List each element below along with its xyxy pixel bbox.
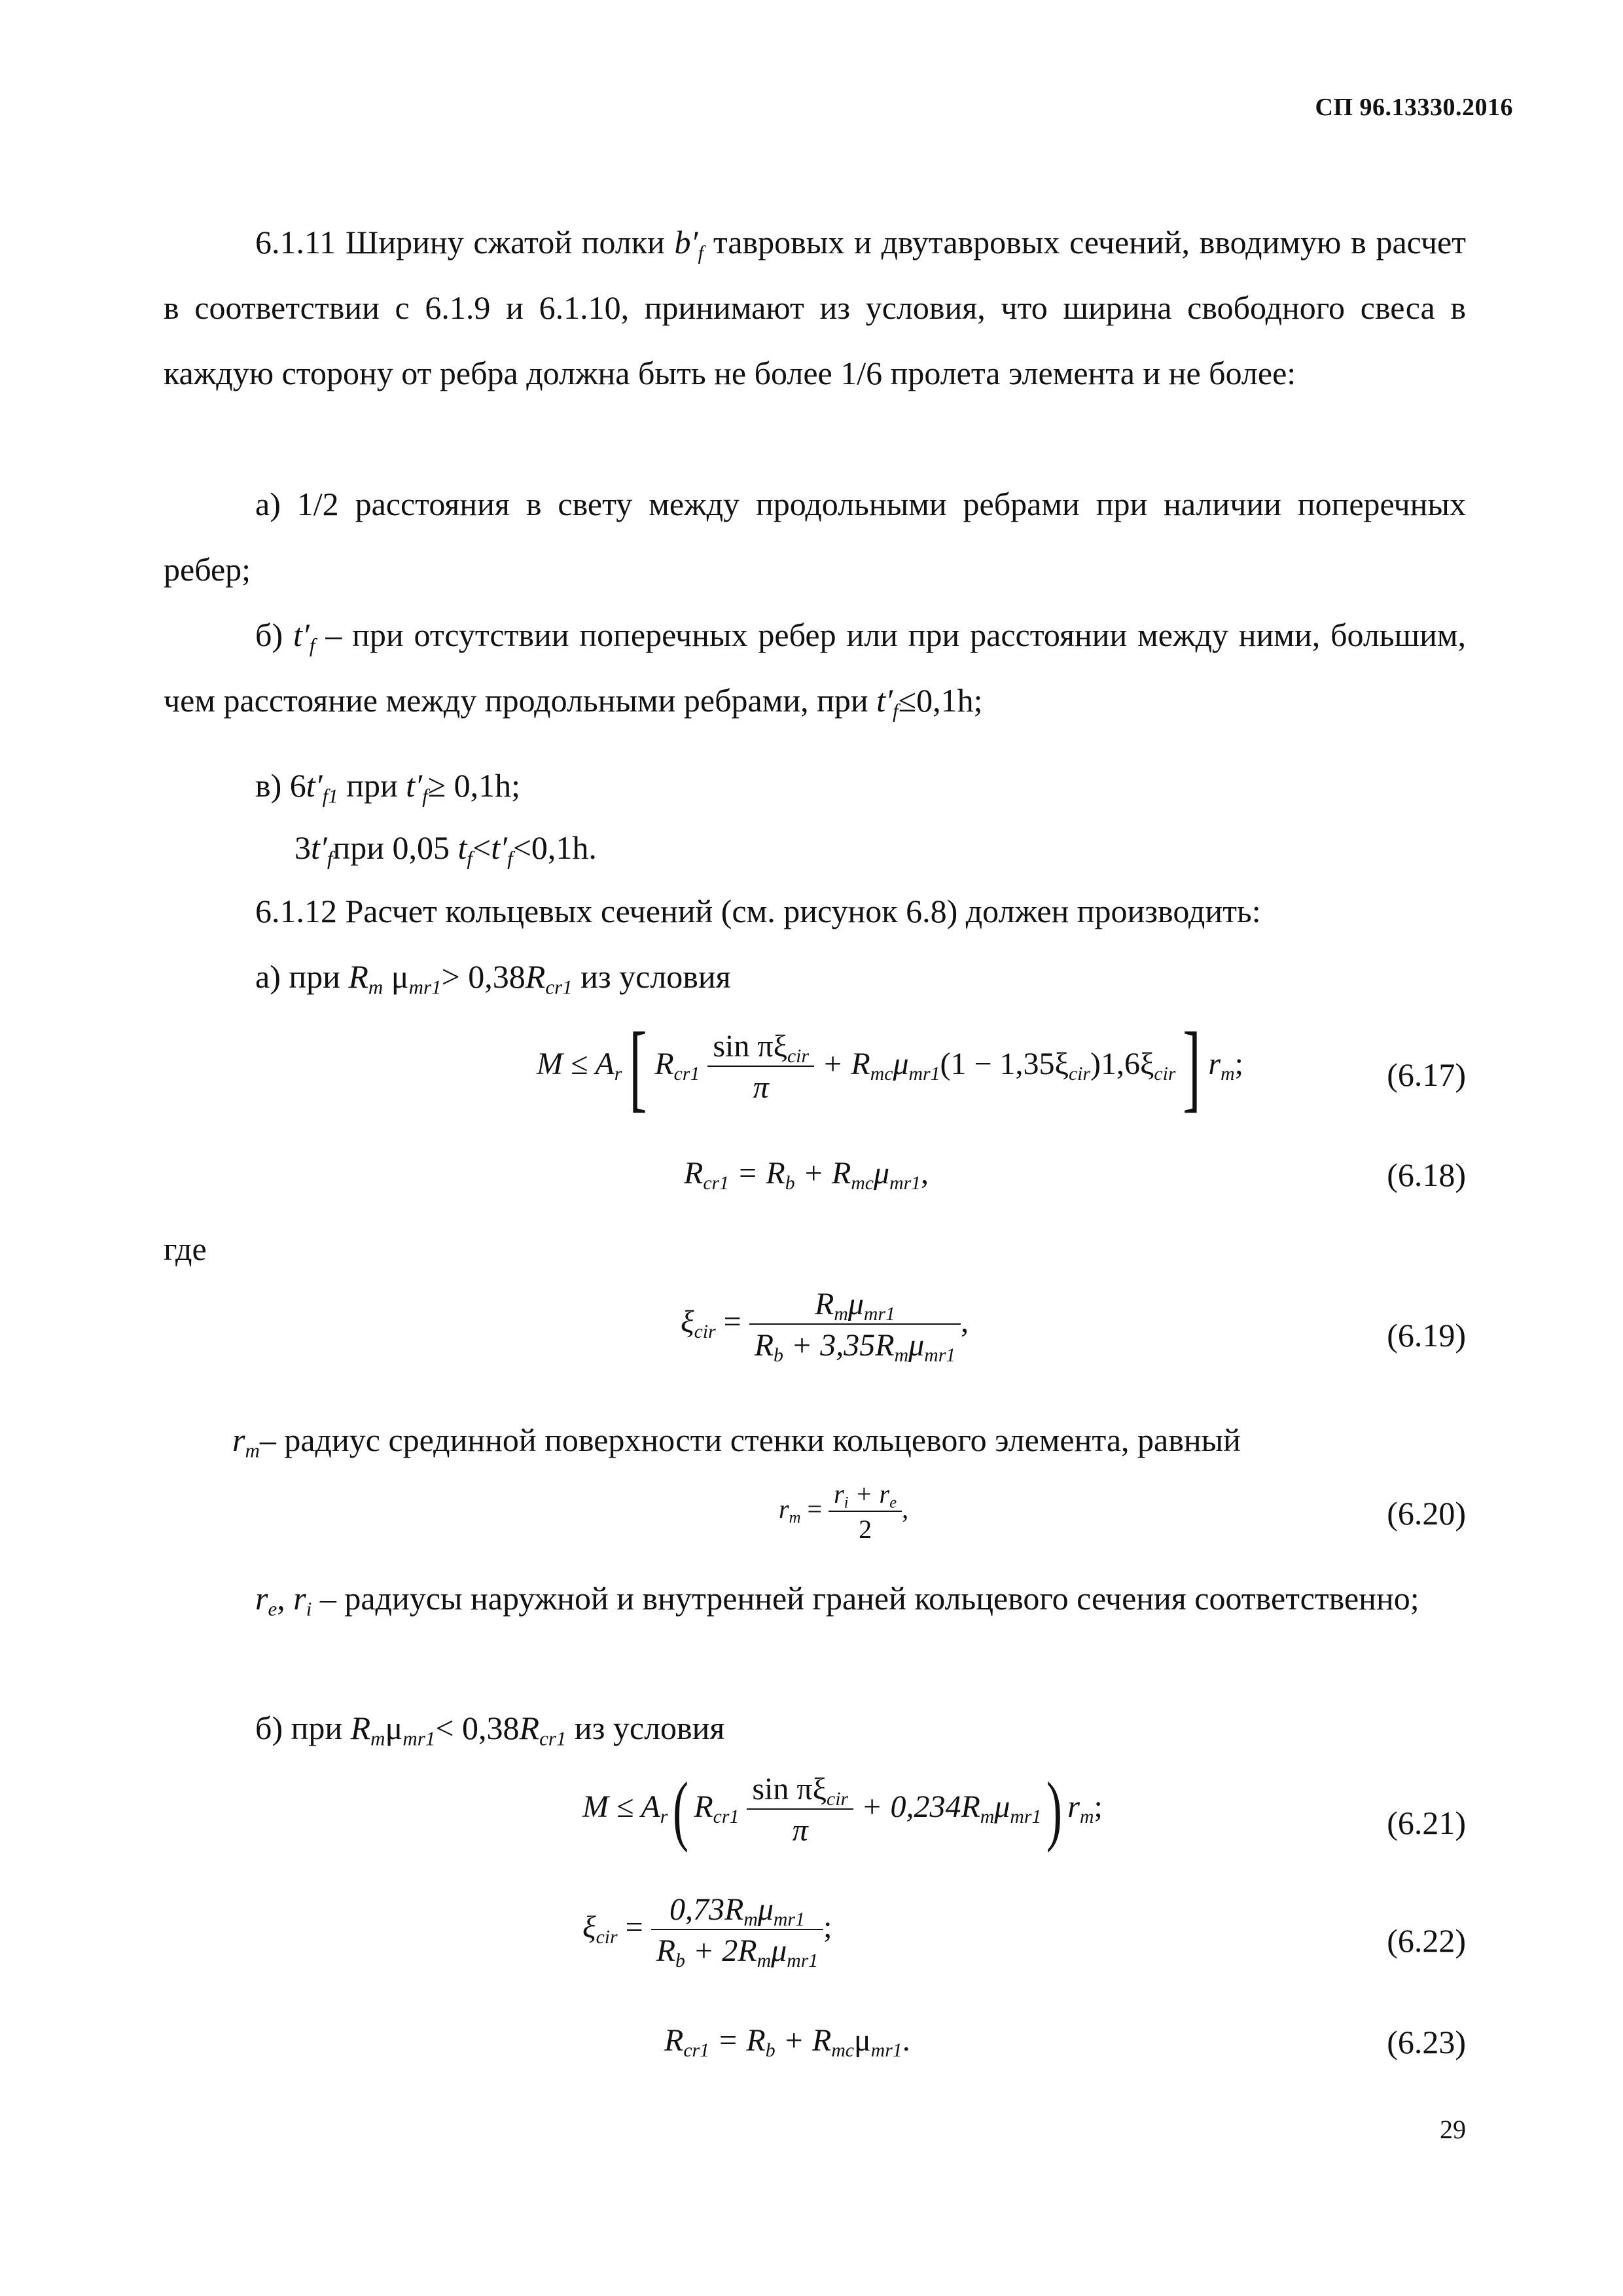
formula-6-22: $\xi_{cir}$ = $\frac{0,73R_m\mu_{mr1}}{R_b + 2R_m\mu_{mr1}}$ ;	[582, 1892, 832, 1972]
formula-number-6-20: (6.20)	[1387, 1495, 1466, 1532]
formula-number-6-19: (6.19)	[1387, 1317, 1466, 1354]
flange-width-symbol: $b'_f$	[674, 224, 704, 264]
clause-number: 6.1.11	[255, 224, 336, 260]
formula-number-6-22: (6.22)	[1387, 1922, 1466, 1959]
clause-text-start: Ширину сжатой полки	[345, 224, 665, 260]
formula-6-21: $M \le A_r$( $R_{cr1}$ $\frac{\sin \pi\xi_{cir}}{\pi}$ + $0,234R_m\mu_{mr1}$) $r_m$;	[582, 1766, 1103, 1853]
formula-6-17: $M \le A_r$[ $R_{cr1}$ $\frac{\sin \pi\xi_{cir}}{\pi}$ + $R_{mc}\mu_{mr1}(1 - 1,35\xi_{cir})1,6\xi_{cir}$] $r_m$;	[537, 1013, 1243, 1121]
item-v: в) $6t'_{f1}$ при $t'_f\ge 0,1h$;	[255, 767, 521, 808]
re-ri-definition: $r_e$, $r_i$ – радиусы наружной и внутренней граней кольцевого сечения соответственно;	[255, 1580, 1419, 1621]
formula-number-6-21: (6.21)	[1387, 1804, 1466, 1841]
rm-definition: $r_m-$ радиус срединной поверхности стенки кольцевого элемента, равный	[232, 1422, 1241, 1462]
paragraph-6-1-11	[164, 209, 1466, 406]
fraction: $\frac{r_i + r_e}{2}$	[829, 1479, 902, 1545]
formula-6-23: $R_{cr1} = R_b + R_{mc}\mu_{mr1}$.	[664, 2023, 910, 2061]
fraction: $\frac{R_m\mu_{mr1}}{R_b + 3,35R_m\mu_{mr1}}$	[749, 1286, 961, 1363]
fraction: $\frac{\sin \pi\xi_{cir}}{\pi}$	[707, 1028, 814, 1105]
flange-thickness-symbol: $t'_f$	[293, 617, 315, 657]
item-a: а) 1/2 расстояния в свету между продольными ребрами при наличии поперечных ребер;	[164, 486, 1466, 588]
where-label: где	[164, 1230, 207, 1267]
formula-number-6-17: (6.17)	[1387, 1056, 1466, 1093]
fraction: $\frac{\sin \pi\xi_{cir}}{\pi}$	[747, 1771, 853, 1848]
case-a-condition: а) при $R_m$ $\mu_{mr1}> 0,38R_{cr1}$ из условия	[255, 958, 731, 999]
item-v-second-line: $3t'_fпри$ 0,05 $t_f<t'_f<0,1h$.	[294, 829, 597, 870]
page-number: 29	[1440, 2115, 1466, 2144]
clause-text-rest: тавровых и двутавровых сечений, вводимую в расчет в соответствии с 6.1.9 и 6.1.10, принимают из условия, что ширина свободного свеса в каждую сторону от ребра должна быть не более 1/6 пролета элемента и не более:	[164, 224, 1467, 391]
item-b: б) $t'_f$ – при отсутствии поперечных ребер или при расстоянии между ними, большим, чем расстояние между продольными ребрами, при $t'_f\le 0,1h$;	[164, 617, 1467, 723]
formula-6-19: $\xi_{cir}$ = $\frac{R_m\mu_{mr1}}{R_b + 3,35R_m\mu_{mr1}}$ ,	[681, 1287, 969, 1367]
paragraph-6-1-12: 6.1.12 Расчет кольцевых сечений (см. рисунок 6.8) должен производить:	[255, 893, 1261, 929]
fraction: $\frac{0,73R_m\mu_{mr1}}{R_b + 2R_m\mu_{mr1}}$	[651, 1892, 823, 1969]
formula-6-20: $r_m$ = $\frac{r_i + r_e}{2}$ ,	[779, 1479, 909, 1544]
case-b-condition: б) при $R_m\mu_{mr1}< 0,38R_{cr1}$ из условия	[255, 1710, 725, 1750]
formula-number-6-18: (6.18)	[1387, 1157, 1466, 1193]
formula-6-18: $R_{cr1} = R_b + R_{mc}\mu_{mr1}$,	[684, 1156, 929, 1194]
formula-number-6-23: (6.23)	[1387, 2024, 1466, 2060]
document-code-header: СП 96.13330.2016	[1315, 94, 1513, 121]
